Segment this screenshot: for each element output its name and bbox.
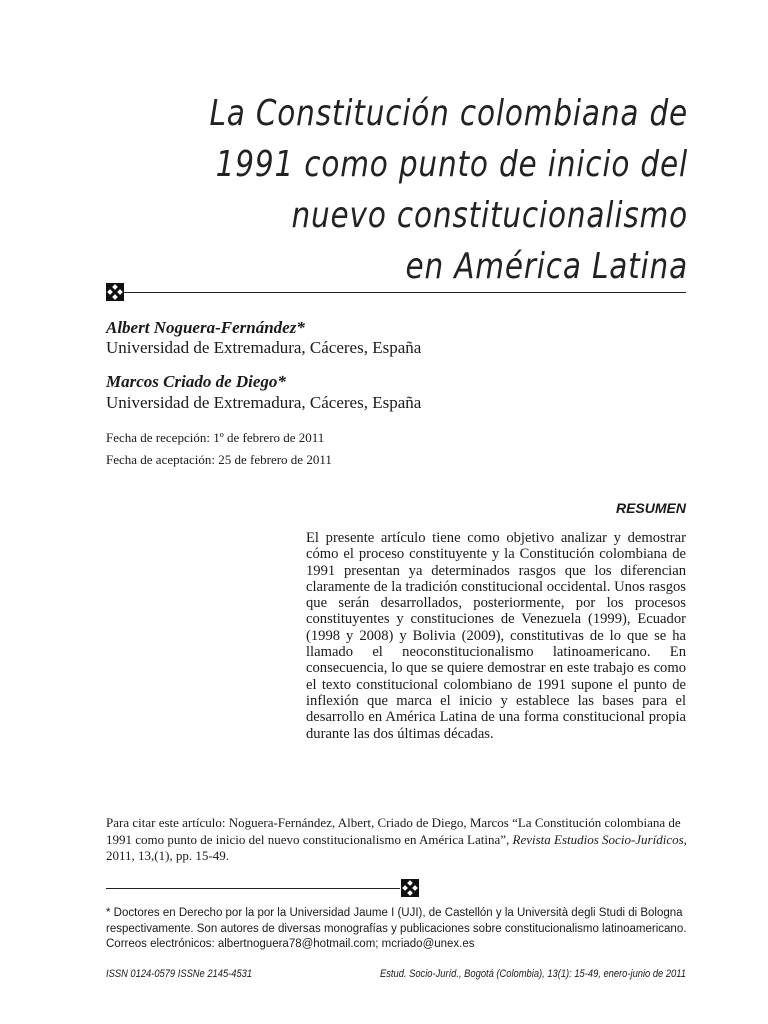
title-line-1: La Constitución colombiana de [209, 93, 688, 134]
title-line-4: en América Latina [405, 246, 688, 287]
top-rule [124, 292, 686, 293]
title-line-2: 1991 como punto de inicio del [215, 144, 689, 185]
journal-reference: Estud. Socio-Juríd., Bogotá (Colombia), 13(1): 15-49, enero-junio de 2011 [380, 968, 686, 980]
citation [106, 815, 688, 865]
author-affiliation: Universidad de Extremadura, Cáceres, España [106, 338, 422, 357]
abstract-text: El presente artículo tiene como objetivo analizar y demostrar cómo el proceso constituyente y la Constitución colombiana de 1991 presentan ya determinados rasgos que los diferencian claramente de la tradición constitucional occidental. Unos rasgos que serán desarrollados, posteriormente, por los procesos constituyentes y constituciones de Venezuela (1999), Ecuador (1998 y 2008) y Bolivia (2009), constitutivas de lo que se ha llamado el neoconstitucionalismo latinoamericano. En consecuencia, lo que se quiere demostrar en este trabajo es como el texto constitucional colombiano de 1991 supone el punto de inflexión que marca el inicio y establece las bases para el desarrollo en América Latina de una forma constitucional propia durante las dos últimas décadas. [306, 530, 686, 742]
ornament-diamond-icon [401, 879, 419, 897]
ornament-diamond-icon [106, 283, 124, 301]
journal-name: Revista Estudios Socio-Jurídicos [512, 831, 684, 847]
citation-text: Para citar este artículo: Noguera-Fernández, Albert, Criado de Diego, Marcos “La Constitución colombiana de 1991 como punto de inicio del nuevo constitucionalismo en América Latina”, [106, 815, 681, 847]
accepted-date: Fecha de aceptación: 25 de febrero de 2011 [106, 452, 332, 467]
author-footnote: * Doctores en Derecho por la por la Universidad Jaume I (UJI), de Castellón y la Università degli Studi di Bologna respectivamente. Son autores de diversas monografías y publicaciones sobre constitucionalismo latinoamericano. Correos electrónicos: albertnoguera78@hotmail.com; mcriado@unex.es [106, 907, 687, 950]
author-affiliation: Universidad de Extremadura, Cáceres, España [106, 393, 422, 412]
issn-line: ISSN 0124-0579 ISSNe 2145-4531 [106, 968, 253, 980]
author-name: Marcos Criado de Diego* [106, 372, 286, 391]
abstract-heading: RESUMEN [615, 500, 686, 516]
citation-details: , 2011, 13,(1), pp. 15-49. [106, 831, 687, 863]
article-title [206, 88, 688, 292]
title-line-3: nuevo constitucionalismo [291, 195, 688, 236]
author-name: Albert Noguera-Fernández* [106, 318, 305, 337]
received-date: Fecha de recepción: 1º de febrero de 2011 [106, 430, 325, 445]
footnote-rule [106, 888, 400, 889]
